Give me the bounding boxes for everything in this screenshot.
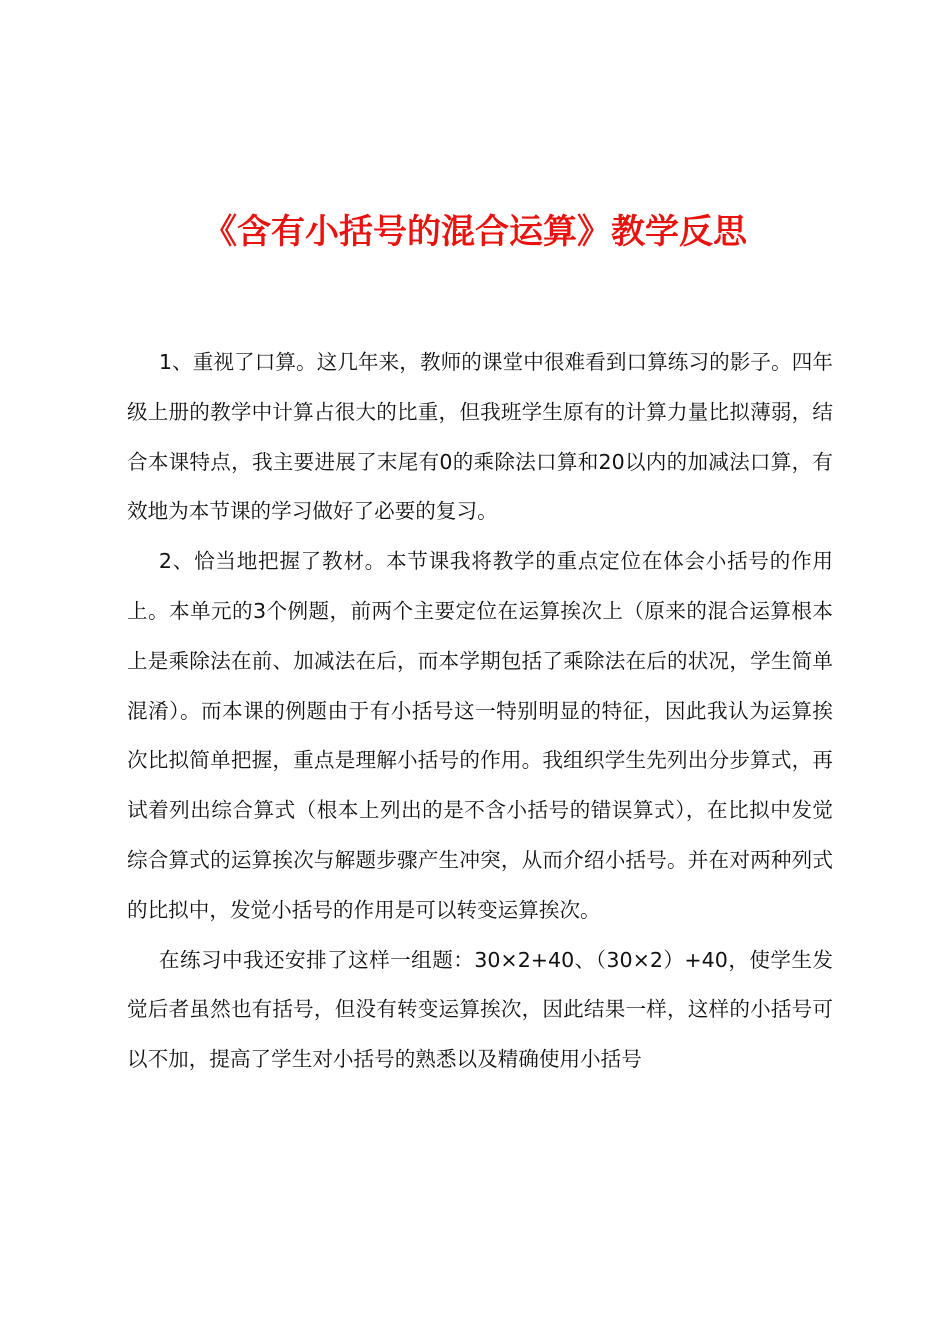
paragraph-2: 2、恰当地把握了教材。本节课我将教学的重点定位在体会小括号的作用上。本单元的3个例题，前两个主要定位在运算挨次上（原来的混合运算根本上是乘除法在前、加减法在后，而本学期包括了乘除法在后的状况，学生简单混淆）。而本课的例题由于有小括号这一特别明显的特征，因此我认为运算挨次比拟简单把握，重点是理解小括号的作用。我组织学生先列出分步算式，再试着列出综合算式（根本上列出的是不含小括号的错误算式），在比拟中发觉综合算式的运算挨次与解题步骤产生冲突，从而介绍小括号。并在对两种列式的比拟中，发觉小括号的作用是可以转变运算挨次。 xyxy=(127,549,833,922)
paragraph-3: 在练习中我还安排了这样一组题：30×2+40、（30×2）+40，使学生发觉后者虽然也有括号，但没有转变运算挨次，因此结果一样，这样的小括号可以不加，提高了学生对小括号的熟悉以及精确使用小括号 xyxy=(127,947,833,1072)
document-title: 《含有小括号的混合运算》教学反思 xyxy=(203,212,747,252)
document-body xyxy=(127,338,833,1085)
paragraph-1: 1、重视了口算。这几年来，教师的课堂中很难看到口算练习的影子。四年级上册的教学中计算占很大的比重，但我班学生原有的计算力量比拟薄弱，结合本课特点，我主要进展了末尾有0的乘除法口算和20以内的加减法口算，有效地为本节课的学习做好了必要的复习。 xyxy=(127,350,833,524)
